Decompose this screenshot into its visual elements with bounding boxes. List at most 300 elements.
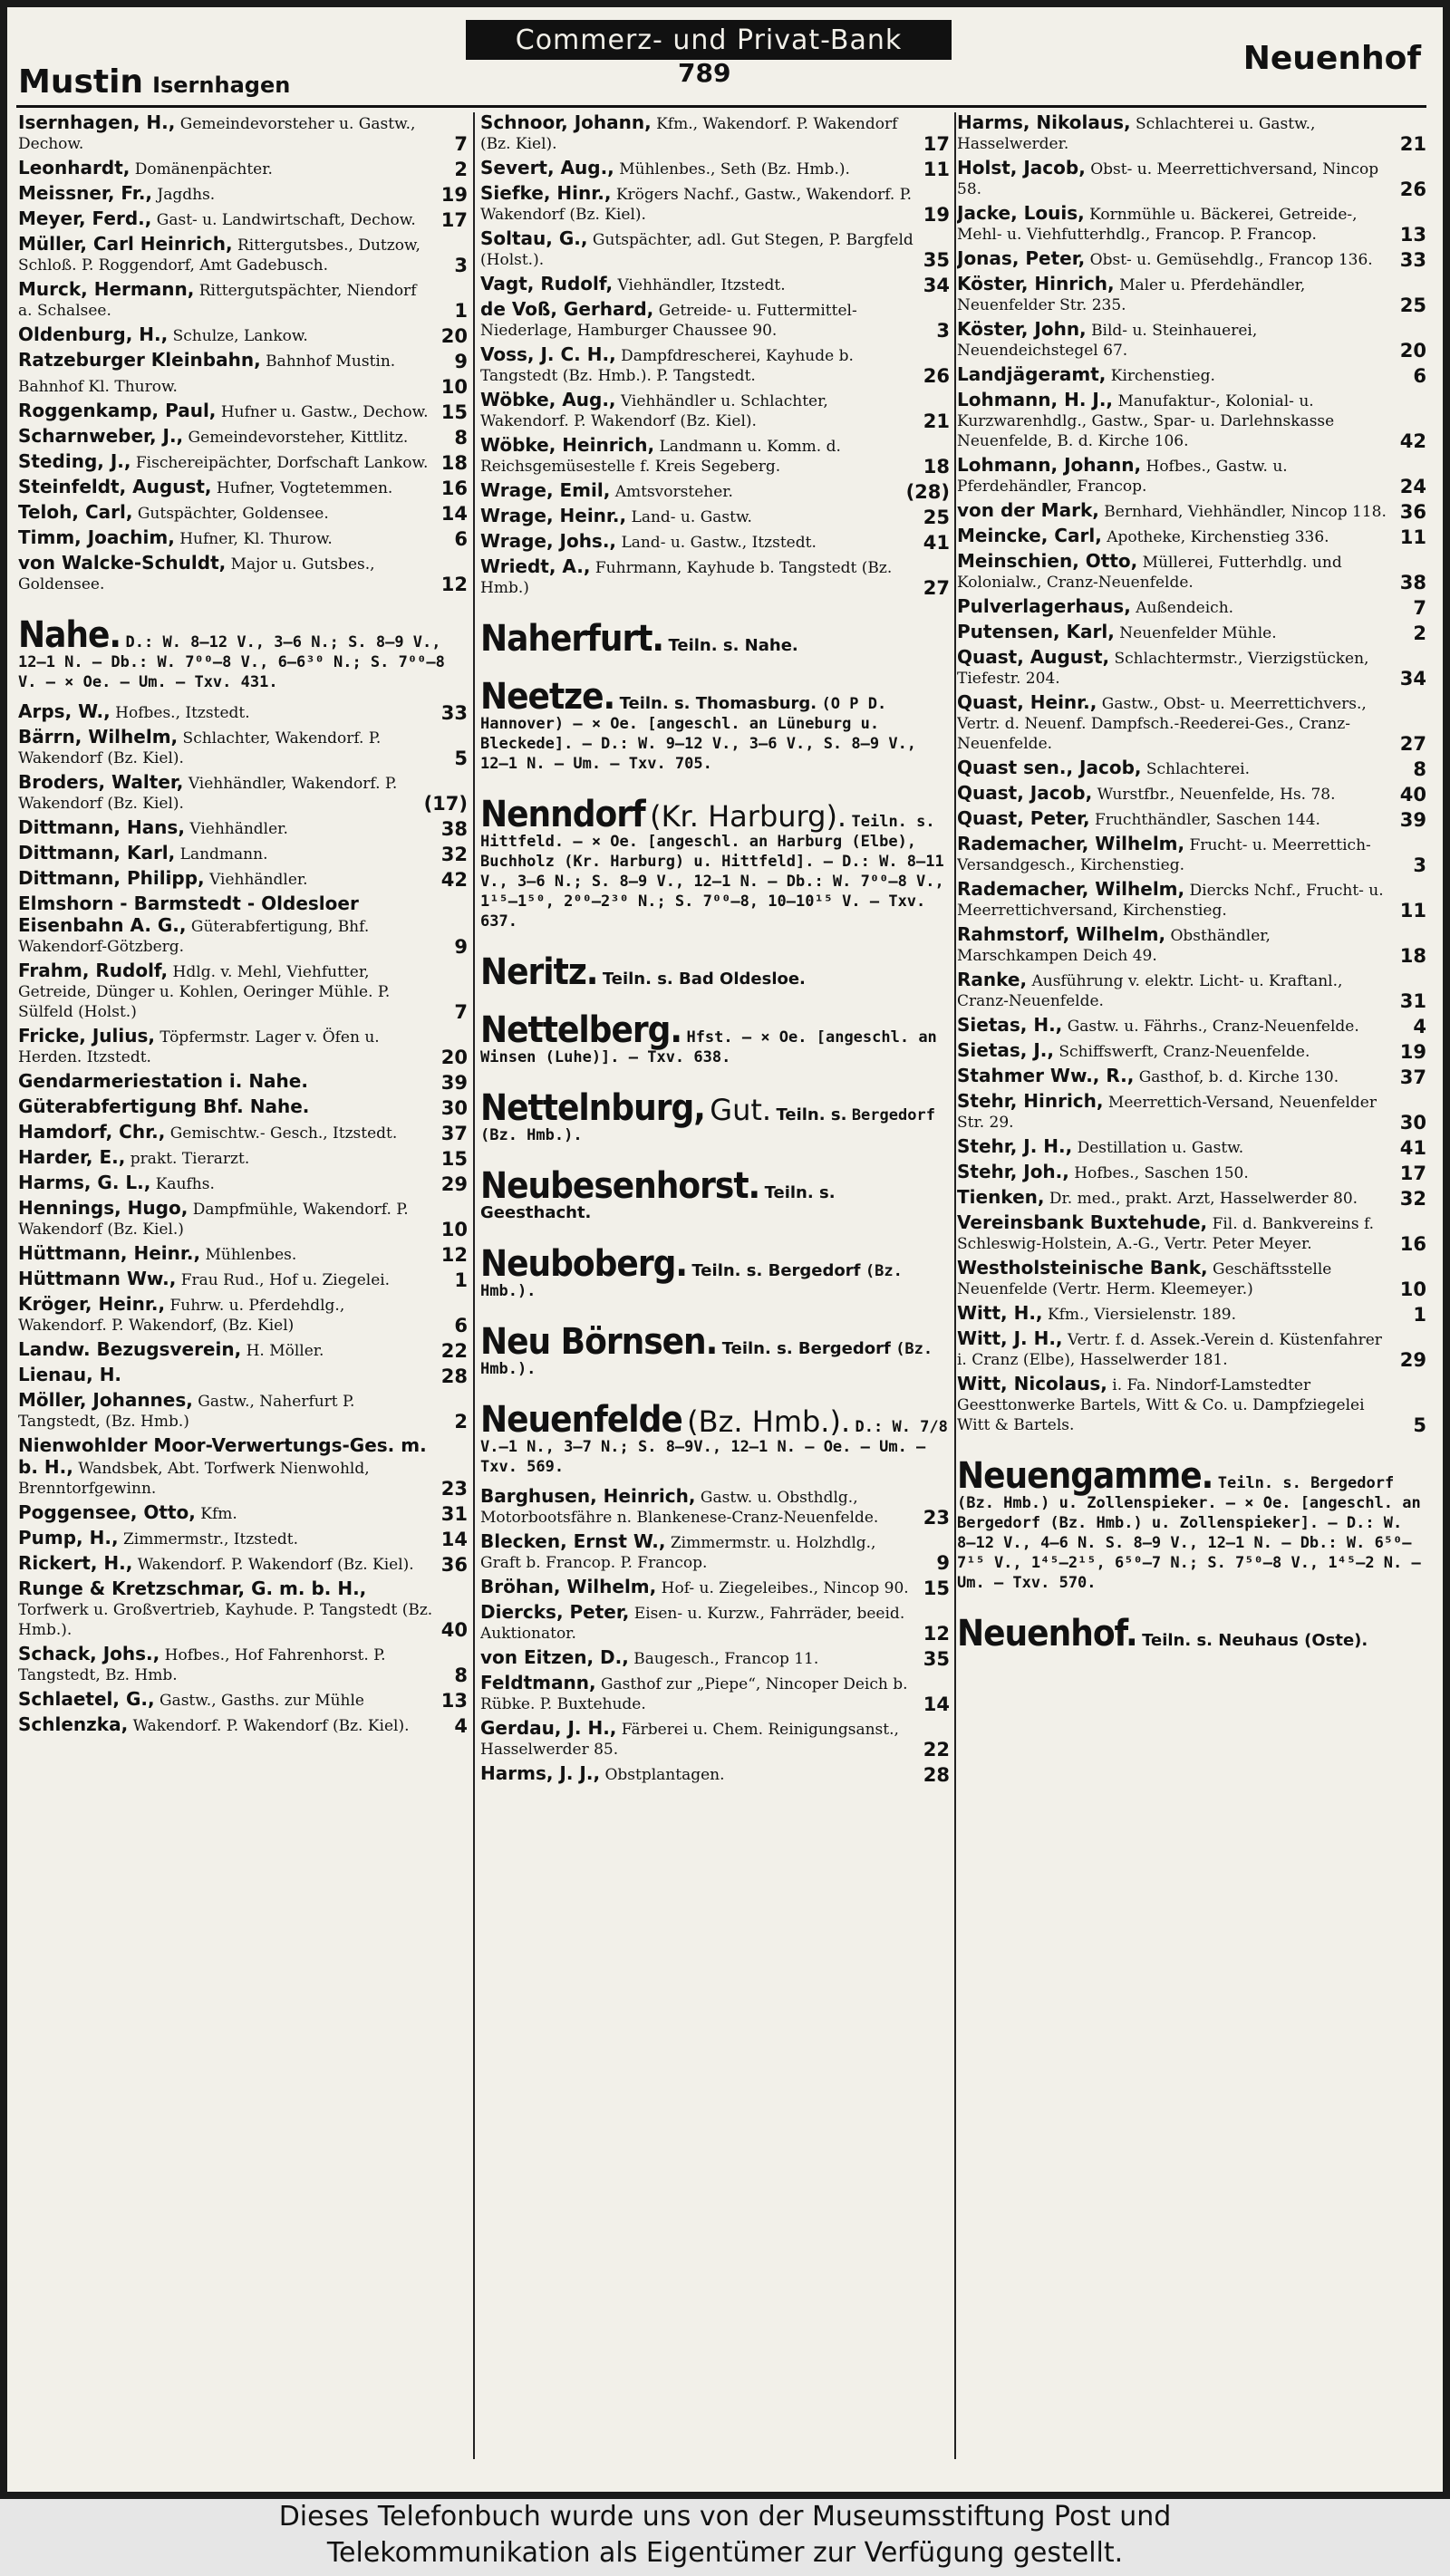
exchange-details: Hfst. — × Oe. [angeschl. an Winsen (Luhe)]. — Txv. 638. bbox=[480, 1028, 937, 1066]
subscriber-name: Lienau, H. bbox=[18, 1364, 122, 1385]
subscriber-name: Meinschien, Otto, bbox=[957, 550, 1138, 572]
subscriber-entry bbox=[957, 112, 1428, 154]
subscriber-details: Ausführung v. elektr. Licht- u. Kraftanl., Cranz-Neuenfelde. bbox=[957, 972, 1343, 1010]
phone-number: 14 bbox=[440, 503, 468, 525]
subscriber-details: Manufaktur-, Kolonial- u. Kurzwarenhdlg., Gastw., Spar- u. Darlehnskasse Neuenfelde, B. d. Kirche 106. bbox=[957, 392, 1335, 450]
subscriber-name: Meincke, Carl, bbox=[957, 525, 1102, 546]
phone-number: 12 bbox=[440, 1244, 468, 1266]
subscriber-details: Mühlenbes. bbox=[205, 1246, 297, 1264]
subscriber-details: Gastw. u. Fährhs., Cranz-Neuenfelde. bbox=[1067, 1018, 1359, 1036]
header-left-keywords bbox=[18, 63, 290, 101]
subscriber-entry bbox=[18, 1172, 469, 1194]
subscriber-entry bbox=[480, 1647, 952, 1669]
subscriber-name: Güterabfertigung Bhf. Nahe. bbox=[18, 1095, 310, 1117]
phone-number: 3 bbox=[936, 320, 950, 342]
place-name: Neuenfelde bbox=[480, 1399, 682, 1441]
subscriber-name: Meissner, Fr., bbox=[18, 182, 153, 204]
subscriber-details: Getreide- u. Futtermittel-Niederlage, Hamburger Chaussee 90. bbox=[480, 302, 857, 340]
subscriber-details: Meerrettich-Versand, Neuenfelder Str. 29. bbox=[957, 1094, 1377, 1132]
subscriber-details: Zimmermstr. u. Holzhdlg., Graft b. Francop. P. Francop. bbox=[480, 1534, 876, 1572]
phone-number: 22 bbox=[440, 1340, 468, 1362]
subscriber-entry bbox=[18, 1502, 469, 1524]
phone-number: 8 bbox=[454, 427, 468, 449]
subscriber-entry bbox=[480, 1602, 952, 1644]
phone-number: 28 bbox=[440, 1365, 468, 1387]
subscriber-details: Neuenfelder Mühle. bbox=[1119, 624, 1277, 642]
place-name: Neubesenhorst. bbox=[480, 1165, 760, 1207]
subscriber-name: Elmshorn - Barmstedt - Oldesloer Eisenbahn A. G., bbox=[18, 892, 359, 936]
phone-number: 18 bbox=[923, 456, 950, 478]
subscriber-entry bbox=[18, 1390, 469, 1432]
phone-number: 15 bbox=[923, 1577, 950, 1599]
subscriber-entry bbox=[957, 319, 1428, 361]
subscriber-name: Köster, Hinrich, bbox=[957, 273, 1115, 294]
listing-column-2 bbox=[480, 112, 952, 2468]
subscriber-details: Frau Rud., Hof u. Ziegelei. bbox=[180, 1271, 391, 1289]
subscriber-details: Bahnhof Mustin. bbox=[266, 352, 396, 371]
subscriber-entry bbox=[18, 1294, 469, 1336]
subscriber-details: Diercks Nchf., Frucht- u. Meerrettichversand, Kirchenstieg. bbox=[957, 882, 1384, 920]
subscriber-name: Stahmer Ww., R., bbox=[957, 1065, 1135, 1086]
phone-number: 13 bbox=[440, 1690, 468, 1712]
header-right-keyword: Neuenhof bbox=[1242, 40, 1421, 77]
subscriber-entry bbox=[957, 455, 1428, 497]
subscriber-details: Viehhändler, Wakendorf. P. Wakendorf (Bz. Kiel). bbox=[18, 775, 398, 813]
subscriber-name: Nienwohlder Moor-Verwertungs-Ges. m. b. H., bbox=[18, 1434, 427, 1478]
subscriber-details: Fil. d. Bankvereins f. Schleswig-Holstein, A.-G., Vertr. Peter Meyer. bbox=[957, 1215, 1375, 1253]
subscriber-details: Rittergutspächter, Niendorf a. Schalsee. bbox=[18, 282, 417, 320]
phone-number: 16 bbox=[1399, 1233, 1426, 1255]
subscriber-entry bbox=[480, 158, 952, 179]
subscriber-details: Hufner, Vogtetemmen. bbox=[216, 479, 393, 497]
subscriber-details: Destillation u. Gastw. bbox=[1077, 1139, 1244, 1157]
place-name: Nettelberg. bbox=[480, 1009, 682, 1051]
subscriber-entry bbox=[480, 1486, 952, 1528]
subscriber-name: Schlaetel, G., bbox=[18, 1688, 155, 1710]
subscriber-name: Jonas, Peter, bbox=[957, 247, 1086, 269]
bank-advert-banner: Commerz- und Privat-Bank bbox=[466, 20, 952, 60]
subscriber-name: Hüttmann Ww., bbox=[18, 1268, 177, 1289]
subscriber-details: Torfwerk u. Großvertrieb, Kayhude. P. Tangstedt (Bz. Hmb.). bbox=[18, 1601, 433, 1639]
phone-number: 41 bbox=[923, 532, 950, 554]
place-heading-block bbox=[480, 1243, 952, 1301]
subscriber-entry bbox=[480, 274, 952, 295]
subscriber-entry bbox=[18, 350, 469, 371]
subscriber-name: Pump, H., bbox=[18, 1527, 119, 1548]
phone-number: 14 bbox=[440, 1529, 468, 1550]
subscriber-details: Kirchenstieg. bbox=[1110, 367, 1215, 385]
subscriber-name: von Eitzen, D., bbox=[480, 1646, 629, 1668]
subscriber-name: Arps, W., bbox=[18, 700, 111, 722]
phone-number: 35 bbox=[923, 249, 950, 271]
subscriber-entry bbox=[18, 1365, 469, 1386]
subscriber-entry bbox=[957, 1328, 1428, 1370]
phone-number: 35 bbox=[923, 1648, 950, 1670]
subscriber-entry bbox=[957, 364, 1428, 386]
phone-number: 36 bbox=[1399, 501, 1426, 523]
subscriber-entry bbox=[18, 400, 469, 422]
subscriber-name: Quast, August, bbox=[957, 646, 1110, 668]
subscriber-details: Gastw. u. Obsthdlg., Motorbootsfähre n. Blankenese-Cranz-Neuenfelde. bbox=[480, 1489, 879, 1527]
subscriber-name: Gendarmeriestation i. Nahe. bbox=[18, 1070, 308, 1092]
subscriber-entry bbox=[18, 234, 469, 275]
subscriber-details: Färberei u. Chem. Reinigungsanst., Hasselwerder 85. bbox=[480, 1721, 899, 1759]
subscriber-name: Witt, J. H., bbox=[957, 1327, 1063, 1349]
subscriber-name: Fricke, Julius, bbox=[18, 1025, 155, 1047]
subscriber-details: Krögers Nachf., Gastw., Wakendorf. P. Wakendorf (Bz. Kiel). bbox=[480, 186, 913, 224]
subscriber-details: Major u. Gutsbes., Goldensee. bbox=[18, 555, 375, 593]
subscriber-name: Quast, Heinr., bbox=[957, 691, 1097, 713]
subscriber-name: Lohmann, Johann, bbox=[957, 454, 1142, 476]
subscriber-entry bbox=[957, 596, 1428, 618]
subscriber-name: Isernhagen, H., bbox=[18, 112, 176, 133]
subscriber-details: Wakendorf. P. Wakendorf (Bz. Kiel). bbox=[137, 1556, 414, 1574]
subscriber-entry bbox=[957, 1136, 1428, 1158]
subscriber-name: Möller, Johannes, bbox=[18, 1389, 193, 1411]
phone-number: 9 bbox=[454, 936, 468, 958]
subscriber-name: Bröhan, Wilhelm, bbox=[480, 1576, 657, 1597]
subscriber-details: Müllerei, Futterhdlg. und Kolonialw., Cranz-Neuenfelde. bbox=[957, 554, 1342, 592]
subscriber-name: Hennings, Hugo, bbox=[18, 1197, 188, 1219]
subscriber-entry bbox=[957, 1040, 1428, 1062]
subscriber-details: H. Möller. bbox=[246, 1342, 324, 1360]
subscriber-entry bbox=[957, 924, 1428, 966]
phone-number: 37 bbox=[1399, 1066, 1426, 1088]
footer-line-1: Dieses Telefonbuch wurde uns von der Museumsstiftung Post und bbox=[278, 2501, 1172, 2533]
phone-number: 7 bbox=[1413, 597, 1426, 619]
subscriber-details: Kornmühle u. Bäckerei, Getreide-, Mehl- u. Viehfutterhdlg., Francop. P. Francop. bbox=[957, 206, 1358, 244]
subscriber-details: Landmann. bbox=[179, 845, 268, 863]
place-info: Teiln. s. Bergedorf bbox=[691, 1261, 861, 1280]
subscriber-details: Viehhändler, Itzstedt. bbox=[617, 276, 786, 294]
subscriber-name: Wrage, Emil, bbox=[480, 479, 611, 501]
phone-number: 21 bbox=[1399, 133, 1426, 155]
subscriber-name: Quast sen., Jacob, bbox=[957, 757, 1142, 778]
subscriber-name: Landjägeramt, bbox=[957, 363, 1107, 385]
listing-column-3 bbox=[957, 112, 1428, 2468]
subscriber-details: Gemeindevorsteher u. Gastw., Dechow. bbox=[18, 115, 416, 153]
subscriber-entry bbox=[957, 158, 1428, 199]
phone-number: 29 bbox=[1399, 1349, 1426, 1371]
subscriber-details: Hofbes., Itzstedt. bbox=[115, 704, 250, 722]
subscriber-entry bbox=[18, 158, 469, 179]
subscriber-entry bbox=[957, 1258, 1428, 1299]
phone-number: 40 bbox=[1399, 784, 1426, 806]
subscriber-entry bbox=[957, 692, 1428, 754]
place-name: Neuengamme. bbox=[957, 1455, 1213, 1497]
subscriber-name: Landw. Bezugsverein, bbox=[18, 1338, 242, 1360]
subscriber-entry bbox=[18, 1553, 469, 1575]
subscriber-entry bbox=[18, 112, 469, 154]
phone-number: 25 bbox=[1399, 294, 1426, 316]
subscriber-details: Zimmermstr., Itzstedt. bbox=[122, 1530, 299, 1548]
subscriber-details: Gasthof zur „Piepe“, Nincoper Deich b. Rübke. P. Buxtehude. bbox=[480, 1675, 908, 1713]
header-left-keyword: Mustin bbox=[18, 63, 144, 101]
subscriber-entry bbox=[18, 1714, 469, 1736]
subscriber-entry bbox=[480, 1673, 952, 1714]
subscriber-name: Frahm, Rudolf, bbox=[18, 960, 169, 981]
phone-number: 10 bbox=[1399, 1278, 1426, 1300]
phone-number: 17 bbox=[440, 209, 468, 231]
place-heading-block bbox=[957, 1613, 1428, 1655]
phone-number: 7 bbox=[454, 1001, 468, 1023]
phone-number: 6 bbox=[454, 1315, 468, 1336]
subscriber-entry bbox=[18, 553, 469, 594]
phone-number: 23 bbox=[923, 1507, 950, 1529]
subscriber-details: Viehhändler u. Schlachter, Wakendorf. P. Wakendorf (Bz. Kiel). bbox=[480, 392, 828, 430]
subscriber-name: von Walcke-Schuldt, bbox=[18, 552, 227, 574]
phone-number: 29 bbox=[440, 1173, 468, 1195]
place-heading-block bbox=[957, 1455, 1428, 1593]
exchange-details: D.: W. 7/8 V.–1 N., 3–7 N.; S. 8–9V., 12–1 N. — Oe. — Um. — Txv. 569. bbox=[480, 1418, 948, 1476]
subscriber-name: Witt, Nicolaus, bbox=[957, 1373, 1107, 1394]
place-qualifier: Gut. bbox=[710, 1093, 772, 1127]
subscriber-details: Hofbes., Hof Fahrenhorst. P. Tangstedt, Bz. Hmb. bbox=[18, 1646, 386, 1684]
subscriber-name: Vereinsbank Buxtehude, bbox=[957, 1211, 1208, 1233]
phone-number: 21 bbox=[923, 410, 950, 432]
subscriber-entry bbox=[480, 112, 952, 154]
subscriber-entry bbox=[18, 701, 469, 723]
subscriber-entry bbox=[480, 344, 952, 386]
subscriber-details: Kfm., Viersielenstr. 189. bbox=[1047, 1306, 1237, 1324]
phone-number: 2 bbox=[454, 1411, 468, 1433]
place-qualifier: (Bz. Hmb.). bbox=[687, 1404, 851, 1439]
subscriber-name: Dittmann, Philipp, bbox=[18, 867, 205, 889]
subscriber-name: Bärrn, Wilhelm, bbox=[18, 726, 179, 748]
subscriber-details: Obsthändler, Marschkampen Deich 49. bbox=[957, 927, 1271, 965]
phone-number: 41 bbox=[1399, 1137, 1426, 1159]
phone-number: 4 bbox=[454, 1715, 468, 1737]
subscriber-details: Außendeich. bbox=[1136, 599, 1234, 617]
phone-number: 1 bbox=[454, 1269, 468, 1291]
subscriber-entry bbox=[957, 390, 1428, 451]
phone-number: 4 bbox=[1413, 1016, 1426, 1037]
subscriber-name: Timm, Joachim, bbox=[18, 526, 175, 548]
subscriber-entry bbox=[18, 1122, 469, 1143]
subscriber-entry bbox=[18, 960, 469, 1022]
phone-number: 9 bbox=[936, 1552, 950, 1574]
subscriber-name: Schnoor, Johann, bbox=[480, 112, 652, 133]
phone-number: 3 bbox=[454, 255, 468, 276]
exchange-details: (Bz. Hmb.). bbox=[480, 1340, 933, 1378]
place-qualifier: (Kr. Harburg). bbox=[650, 799, 847, 834]
subscriber-entry bbox=[18, 817, 469, 839]
header-left-keyword-2: Isernhagen bbox=[152, 72, 291, 98]
place-name: Naherfurt. bbox=[480, 618, 664, 660]
phone-number: 22 bbox=[923, 1739, 950, 1761]
subscriber-name: Sietas, J., bbox=[957, 1039, 1054, 1061]
subscriber-entry bbox=[18, 843, 469, 864]
place-info: Teiln. s. Nahe. bbox=[668, 636, 798, 655]
subscriber-name: Rahmstorf, Wilhelm, bbox=[957, 923, 1166, 945]
subscriber-entry bbox=[957, 1212, 1428, 1254]
subscriber-details: Viehhändler. bbox=[189, 820, 288, 838]
exchange-details: Teiln. s. Bergedorf (Bz. Hmb.) u. Zollenspieker. — × Oe. [angeschl. an Bergedorf (Bz. Hmb.) u. Zollenspieker]. — D.: W. 8–12 V., 4–6 N. S. 8–9 V., 12–1 N. — Db.: W. 6⁵⁰–7¹⁵ V., 1⁴⁵–2¹⁵, 6⁵⁰–7 N.; S. 7⁵⁰–8 V., 1⁴⁵–2 N. — Um. — Txv. 570. bbox=[957, 1474, 1421, 1592]
phone-number: (17) bbox=[423, 793, 468, 815]
phone-number: 33 bbox=[440, 702, 468, 724]
subscriber-name: Schlenzka, bbox=[18, 1713, 129, 1735]
subscriber-name: Westholsteinische Bank, bbox=[957, 1257, 1208, 1278]
phone-number: 2 bbox=[1413, 622, 1426, 644]
subscriber-details: Fruchthändler, Saschen 144. bbox=[1095, 811, 1320, 829]
phone-number: 19 bbox=[1399, 1041, 1426, 1063]
subscriber-details: prakt. Tierarzt. bbox=[130, 1150, 250, 1168]
phone-number: 17 bbox=[1399, 1163, 1426, 1184]
phone-number: 6 bbox=[1413, 365, 1426, 387]
place-info: Teiln. s. Geesthacht. bbox=[480, 1183, 836, 1222]
subscriber-details: Gasthof, b. d. Kirche 130. bbox=[1138, 1068, 1339, 1086]
phone-number: 15 bbox=[440, 1148, 468, 1170]
subscriber-entry bbox=[18, 868, 469, 890]
subscriber-entry bbox=[18, 1435, 469, 1499]
subscriber-name: Teloh, Carl, bbox=[18, 501, 133, 523]
subscriber-entry bbox=[480, 228, 952, 270]
subscriber-entry bbox=[957, 203, 1428, 245]
subscriber-name: Rickert, H., bbox=[18, 1552, 133, 1574]
phone-number: 11 bbox=[1399, 900, 1426, 921]
subscriber-name: Stehr, Joh., bbox=[957, 1161, 1069, 1182]
subscriber-details: Schlachterei. bbox=[1146, 760, 1250, 778]
phone-number: 28 bbox=[923, 1764, 950, 1786]
subscriber-details: Hofbes., Saschen 150. bbox=[1074, 1164, 1249, 1182]
subscriber-details: Land- u. Gastw., Itzstedt. bbox=[621, 534, 817, 552]
subscriber-entry bbox=[480, 435, 952, 477]
subscriber-entry bbox=[18, 324, 469, 346]
phone-number: 34 bbox=[923, 275, 950, 296]
subscriber-details: Hufner, Kl. Thurow. bbox=[179, 530, 333, 548]
subscriber-details: Gastw., Gasths. zur Mühle bbox=[159, 1692, 364, 1710]
subscriber-entry bbox=[957, 757, 1428, 779]
subscriber-details: Viehhändler. bbox=[209, 871, 308, 889]
subscriber-details: Bernhard, Viehhändler, Nincop 118. bbox=[1104, 503, 1387, 521]
place-heading-block bbox=[480, 676, 952, 774]
subscriber-name: Wrage, Heinr., bbox=[480, 505, 627, 526]
phone-number: 8 bbox=[454, 1664, 468, 1686]
subscriber-entry bbox=[18, 1243, 469, 1265]
subscriber-entry bbox=[957, 783, 1428, 805]
directory-page bbox=[7, 7, 1443, 2492]
subscriber-name: Köster, John, bbox=[957, 318, 1087, 340]
place-info: Teiln. s. Neuhaus (Oste). bbox=[1142, 1631, 1368, 1650]
place-info: Teiln. s. Bergedorf bbox=[721, 1339, 891, 1358]
subscriber-entry bbox=[18, 527, 469, 549]
phone-number: 10 bbox=[440, 1219, 468, 1240]
subscriber-entry bbox=[18, 772, 469, 814]
subscriber-entry bbox=[18, 1339, 469, 1361]
subscriber-entry bbox=[18, 426, 469, 448]
footer-notice bbox=[0, 2499, 1450, 2576]
subscriber-details: i. Fa. Nindorf-Lamstedter Geesttonwerke Bartels, Witt & Co. u. Dampfziegelei Witt & Bartels. bbox=[957, 1376, 1365, 1434]
phone-number: 11 bbox=[923, 159, 950, 180]
place-heading-block bbox=[480, 1009, 952, 1067]
phone-number: 33 bbox=[1399, 249, 1426, 271]
subscriber-entry bbox=[957, 622, 1428, 643]
subscriber-name: Gerdau, J. H., bbox=[480, 1717, 617, 1739]
phone-number: 38 bbox=[440, 818, 468, 840]
subscriber-entry bbox=[18, 1689, 469, 1711]
phone-number: 19 bbox=[923, 204, 950, 226]
subscriber-details: Schulze, Lankow. bbox=[172, 327, 308, 345]
phone-number: 32 bbox=[1399, 1188, 1426, 1210]
subscriber-name: Quast, Peter, bbox=[957, 807, 1090, 829]
place-name: Neuenhof. bbox=[957, 1613, 1137, 1655]
subscriber-entry bbox=[480, 1531, 952, 1573]
subscriber-entry bbox=[957, 1015, 1428, 1037]
phone-number: 26 bbox=[923, 365, 950, 387]
subscriber-details: Rittergutsbes., Dutzow, Schloß. P. Roggendorf, Amt Gadebusch. bbox=[18, 236, 420, 275]
subscriber-entry bbox=[957, 834, 1428, 875]
phone-number: 20 bbox=[1399, 340, 1426, 362]
subscriber-name: Broders, Walter, bbox=[18, 771, 184, 793]
subscriber-entry bbox=[18, 451, 469, 473]
subscriber-details: Dampfdrescherei, Kayhude b. Tangstedt (Bz. Hmb.). P. Tangstedt. bbox=[480, 347, 854, 385]
subscriber-name: Wöbke, Aug., bbox=[480, 389, 616, 410]
subscriber-name: Quast, Jacob, bbox=[957, 782, 1093, 804]
subscriber-details: Fuhrw. u. Pferdehdlg., Wakendorf. P. Wakendorf, (Bz. Kiel) bbox=[18, 1297, 345, 1335]
place-heading-block bbox=[480, 1087, 952, 1145]
subscriber-name: Leonhardt, bbox=[18, 157, 130, 178]
place-heading-block bbox=[480, 1321, 952, 1379]
phone-number: 1 bbox=[454, 300, 468, 322]
listing-column-1 bbox=[18, 112, 469, 2468]
subscriber-details: Obst- u. Gemüsehdlg., Francop 136. bbox=[1089, 251, 1373, 269]
subscriber-entry bbox=[957, 274, 1428, 315]
header-rule bbox=[16, 105, 1426, 108]
subscriber-name: Dittmann, Hans, bbox=[18, 816, 185, 838]
place-heading-block bbox=[480, 618, 952, 660]
phone-number: (28) bbox=[905, 481, 950, 503]
place-info: Teiln. s. bbox=[776, 1105, 847, 1124]
exchange-details: (O P D. Hannover) — × Oe. [angeschl. an Lüneburg u. Bleckede]. — D.: W. 9–12 V., 3–6 V., S. 8–9 V., 12–1 N. — Um. — Txv. 705. bbox=[480, 695, 917, 773]
subscriber-entry bbox=[480, 1718, 952, 1760]
subscriber-name: Harms, J. J., bbox=[480, 1762, 601, 1784]
subscriber-name: Tienken, bbox=[957, 1186, 1045, 1208]
subscriber-name: Wrage, Johs., bbox=[480, 530, 617, 552]
place-name: Neritz. bbox=[480, 951, 598, 993]
subscriber-details: Töpfermstr. Lager v. Öfen u. Herden. Itzstedt. bbox=[18, 1028, 380, 1066]
subscriber-name: Soltau, G., bbox=[480, 227, 588, 249]
subscriber-name: Harms, G. L., bbox=[18, 1172, 151, 1193]
subscriber-entry bbox=[18, 183, 469, 205]
subscriber-details: Fuhrmann, Kayhude b. Tangstedt (Bz. Hmb.) bbox=[480, 559, 893, 597]
subscriber-entry bbox=[18, 1528, 469, 1549]
subscriber-details: Schlachter, Wakendorf. P. Wakendorf (Bz. Kiel). bbox=[18, 729, 382, 767]
phone-number: 17 bbox=[923, 133, 950, 155]
phone-number: 5 bbox=[1413, 1414, 1426, 1436]
subscriber-name: Ranke, bbox=[957, 969, 1028, 990]
phone-number: 42 bbox=[1399, 430, 1426, 452]
subscriber-details: Land- u. Gastw. bbox=[631, 508, 752, 526]
phone-number: 2 bbox=[454, 159, 468, 180]
subscriber-entry bbox=[957, 248, 1428, 270]
subscriber-entry bbox=[18, 1096, 469, 1118]
subscriber-name: Müller, Carl Heinrich, bbox=[18, 233, 233, 255]
subscriber-entry bbox=[957, 808, 1428, 830]
subscriber-entry bbox=[480, 506, 952, 527]
subscriber-entry bbox=[18, 477, 469, 498]
subscriber-entry bbox=[480, 183, 952, 225]
phone-number: 18 bbox=[1399, 945, 1426, 967]
subscriber-details: Kfm. bbox=[200, 1505, 237, 1523]
subscriber-details: Amtsvorsteher. bbox=[614, 483, 733, 501]
subscriber-entry bbox=[18, 1578, 469, 1640]
subscriber-entry bbox=[18, 1026, 469, 1067]
subscriber-name: Wriedt, A., bbox=[480, 555, 591, 577]
subscriber-name: Voss, J. C. H., bbox=[480, 343, 616, 365]
phone-number: 10 bbox=[440, 376, 468, 398]
subscriber-details: Bahnhof Kl. Thurow. bbox=[18, 378, 178, 396]
subscriber-entry bbox=[18, 502, 469, 524]
